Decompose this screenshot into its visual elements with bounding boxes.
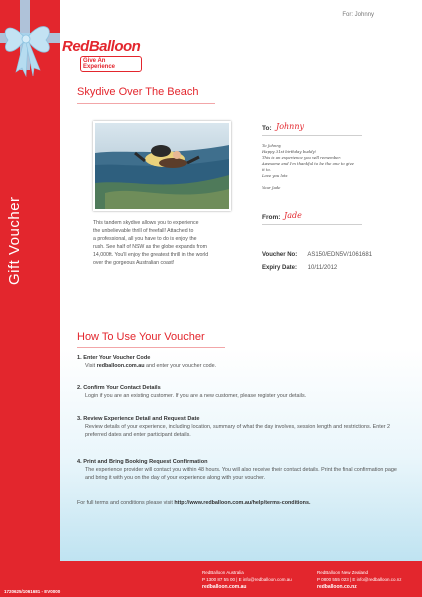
terms-text: For full terms and conditions please visit [77,500,175,506]
step-body-text: and enter your voucher code. [144,363,217,369]
terms-line [77,500,310,506]
ribbon-bow-icon [0,0,70,80]
side-title: Gift Voucher [6,196,23,285]
message-line: To Johnny [262,143,282,148]
to-divider [262,135,362,136]
title-divider [77,103,215,104]
office-name: RedBalloon Australia [202,570,244,575]
description-line: rush. See half of NSW as the globe expands from [93,244,207,250]
for-label: For: Johnny [342,12,374,18]
office-contact: P 0800 555 023 | E info@redballoon.co.nz [317,577,402,582]
experience-photo [93,121,231,211]
footer [0,561,422,597]
office-new-zealand [317,569,401,591]
step-heading: 3. Review Experience Detail and Request Date [77,416,200,422]
to-value: Johnny [276,122,304,131]
step-body [77,362,397,370]
terms-link[interactable]: http://www.redballoon.com.au/help/terms-conditions. [174,500,311,506]
expiry-date-value: 10/11/2012 [307,265,338,271]
logo-tagline: Give An Experience [80,56,142,72]
step-heading: 4. Print and Bring Booking Request Confirmation [77,459,208,465]
description-line: the unbelievable thrill of freefall! Attached to [93,228,194,234]
logo-name: RedBalloon [62,38,141,55]
office-australia [202,569,292,591]
from-divider [262,224,362,225]
office-site-link[interactable]: redballoon.com.au [202,584,247,590]
step-heading: 2. Confirm Your Contact Details [77,385,161,391]
redballoon-logo [62,38,142,70]
experience-description [93,219,263,267]
skydive-photo-icon [95,123,229,209]
message-line: Love you lots [262,173,288,178]
description-line: over the gorgeous Australian coast! [93,260,175,266]
message-line: Your Jade [262,185,281,190]
step-body: The experience provider will contact you within 48 hours. You will also receive their contact details. Print the final confirmation page and bring it with you on the day of your experience along with your voucher. [85,467,397,481]
how-to-divider [77,347,225,348]
expiry-date-row [262,265,337,271]
to-label: To: [262,125,272,132]
message-line: Happy 31st birthday buddy! [262,149,317,154]
how-to-step [77,459,397,482]
description-line: This tandem skydive allows you to experience [93,220,199,226]
message-line: This is an experience you will remember. [262,155,341,160]
experience-title: Skydive Over The Beach [77,86,199,98]
office-name: RedBalloon New Zealand [317,570,369,575]
serial-number: 1720625/1061681 - EV0000 [4,589,61,594]
step-body: Review details of your experience, including location, summary of what the day involves, session length and restrictions. Enter 2 preferred dates and enter participant details. [85,424,391,438]
description-line: a professional, all you have to do is enjoy the [93,236,197,242]
step-heading: 1. Enter Your Voucher Code [77,355,151,361]
how-to-step [77,385,397,400]
voucher-number-row [262,252,372,258]
step-body: Login if you are an existing customer. If you are a new customer, please register your details. [85,393,307,399]
from-label: From: [262,214,281,221]
step-body-text: Visit [85,363,97,369]
voucher-number-label: Voucher No: [262,252,298,258]
voucher-number-value: AS150/EDN5V/1061681 [307,252,373,258]
personal-message [262,143,357,191]
office-site-link[interactable]: redballoon.co.nz [317,584,357,590]
how-to-step [77,416,397,439]
from-value: Jade [284,211,302,220]
how-to-title: How To Use Your Voucher [77,331,205,343]
message-line: Awesome and I'm thankful to be the one to give [262,161,354,166]
how-to-step [77,355,397,370]
message-line: it to. [262,167,271,172]
description-line: 14,000ft. You'll enjoy the greatest thrill in the world [93,252,209,258]
office-contact: P 1300 87 55 00 | E info@redballoon.com.au [202,577,292,582]
expiry-date-label: Expiry Date: [262,265,298,271]
redballoon-link[interactable]: redballoon.com.au [96,363,145,369]
